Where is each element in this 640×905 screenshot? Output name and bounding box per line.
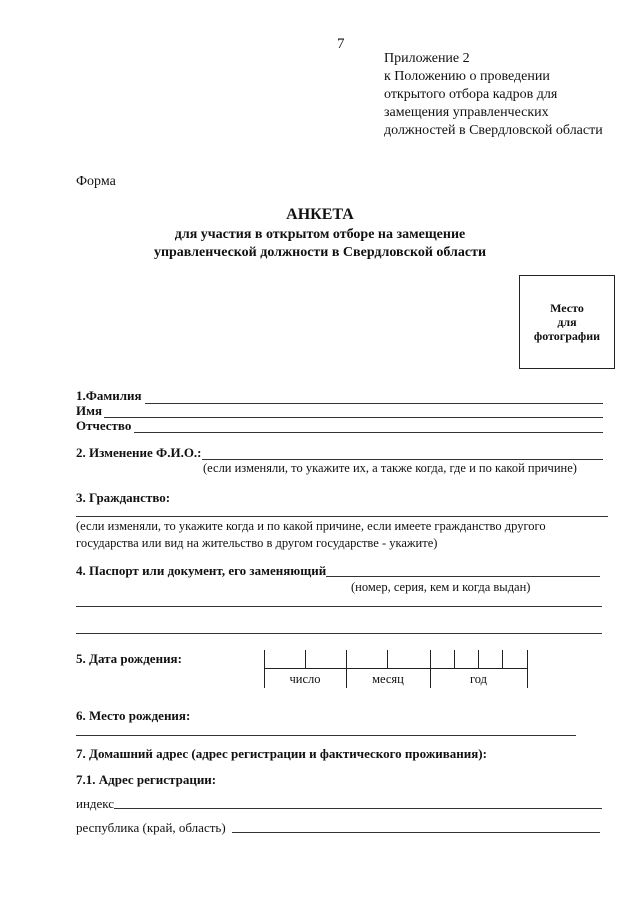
passport-label: 4. Паспорт или документ, его заменяющий [76, 563, 327, 578]
date-divider [454, 650, 455, 668]
citizenship-field[interactable] [76, 516, 608, 517]
name-change-hint: (если изменяли, то укажите их, а также когда, где и по какой причине) [203, 461, 577, 475]
document-subtitle [0, 226, 640, 262]
citizenship-hint-line-1: (если изменяли, то укажите когда и по какой причине, если имеете гражданство другого [76, 519, 546, 533]
appendix-line: замещения управленческих [384, 105, 549, 120]
patronymic-field[interactable] [134, 432, 603, 433]
page-number: 7 [337, 36, 345, 52]
photo-label-2: для [557, 315, 577, 329]
passport-extra-line-1[interactable] [76, 606, 602, 607]
date-divider [387, 650, 388, 668]
home-address-label: 7. Домашний адрес (адрес регистрации и фактического проживания): [76, 746, 487, 761]
name-change-field[interactable] [202, 459, 603, 460]
appendix-line: должностей в Свердловской области [384, 123, 603, 138]
name-label: Имя [76, 403, 102, 418]
birth-place-field[interactable] [76, 735, 576, 736]
date-divider [478, 650, 479, 668]
form-label: Форма [76, 174, 116, 189]
birth-date-grid[interactable] [264, 650, 528, 688]
patronymic-label: Отчество [76, 418, 132, 433]
region-field[interactable] [232, 832, 600, 833]
citizenship-hint-line-2: государства или вид на жительство в другом государстве - укажите) [76, 536, 438, 550]
month-caption: месяц [372, 672, 404, 686]
appendix-line: к Положению о проведении [384, 69, 550, 84]
passport-field[interactable] [326, 576, 600, 577]
subtitle-line-2: управленческой должности в Свердловской области [153, 245, 487, 260]
surname-field[interactable] [145, 403, 603, 404]
appendix-note [384, 50, 634, 140]
postcode-label: индекс [76, 796, 115, 811]
region-label: республика (край, область) [76, 820, 226, 835]
date-baseline [264, 668, 528, 669]
photo-box [519, 275, 615, 369]
name-field[interactable] [104, 417, 603, 418]
passport-extra-line-2[interactable] [76, 633, 602, 634]
photo-label-3: фотографии [533, 329, 601, 343]
appendix-line: Приложение 2 [384, 51, 470, 66]
birth-date-label: 5. Дата рождения: [76, 651, 182, 666]
photo-label-1: Место [550, 301, 584, 315]
citizenship-hint [76, 518, 616, 552]
subtitle-line-1: для участия в открытом отборе на замещение [174, 227, 466, 242]
postcode-field[interactable] [114, 808, 602, 809]
citizenship-label: 3. Гражданство: [76, 490, 171, 505]
date-divider [527, 650, 528, 688]
date-divider [305, 650, 306, 668]
day-caption: число [289, 672, 321, 686]
surname-label: 1.Фамилия [76, 388, 142, 403]
passport-hint: (номер, серия, кем и когда выдан) [351, 580, 531, 594]
name-change-label: 2. Изменение Ф.И.О.: [76, 445, 202, 460]
year-caption: год [469, 672, 488, 686]
birth-place-label: 6. Место рождения: [76, 708, 191, 723]
registration-address-label: 7.1. Адрес регистрации: [76, 772, 217, 787]
date-divider [502, 650, 503, 668]
document-title: АНКЕТА [286, 206, 354, 223]
appendix-line: открытого отбора кадров для [384, 87, 558, 102]
